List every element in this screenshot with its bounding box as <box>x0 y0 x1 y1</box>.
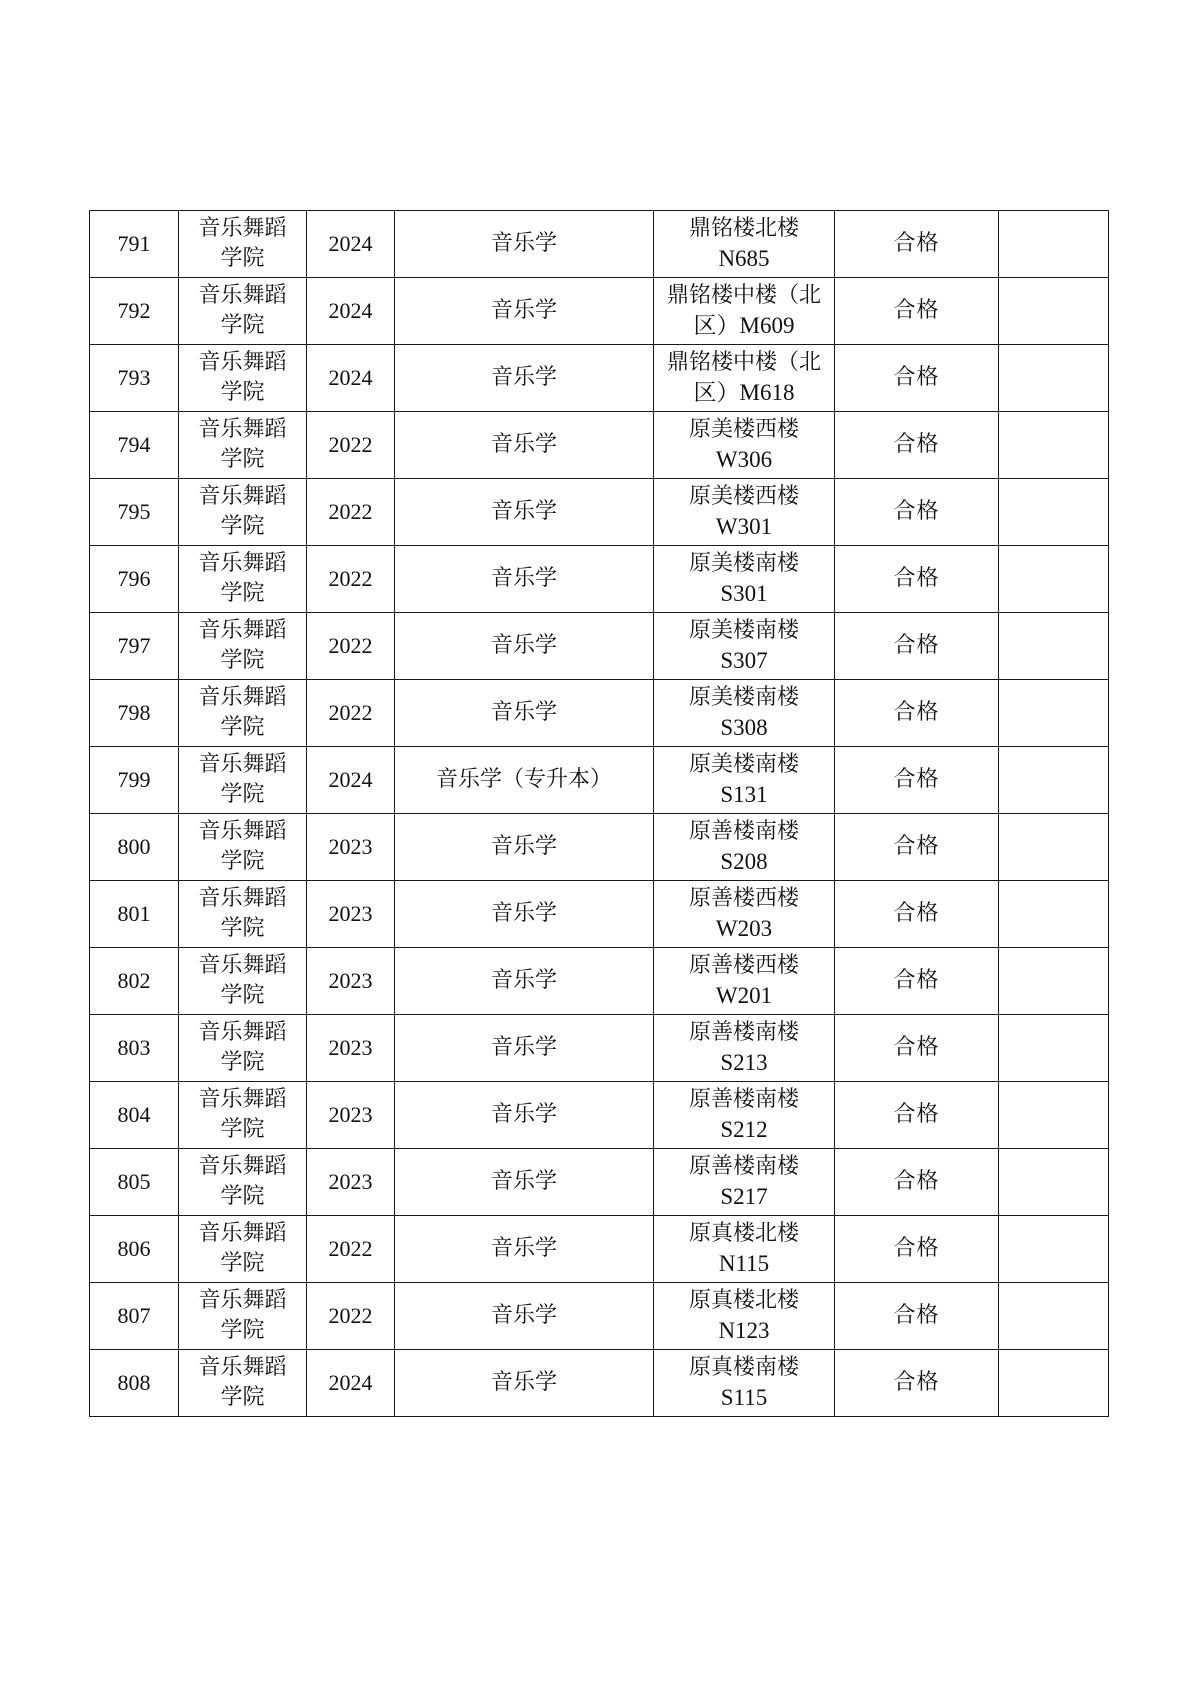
result-cell <box>835 747 999 814</box>
major-value: 音乐学 <box>490 566 557 591</box>
result-value: 合格 <box>893 1236 940 1261</box>
location-line-2: W201 <box>715 983 773 1008</box>
year-cell <box>307 680 395 747</box>
year-cell <box>307 613 395 680</box>
year-value: 2024 <box>328 365 373 390</box>
table-body <box>90 211 1109 1417</box>
result-value: 合格 <box>893 700 940 725</box>
row-number-cell <box>90 1350 179 1417</box>
major-cell <box>395 412 654 479</box>
college-line-1: 音乐舞蹈 <box>198 1087 287 1112</box>
college-cell <box>179 1082 307 1149</box>
note-cell <box>999 948 1109 1015</box>
major-cell <box>395 814 654 881</box>
row-number: 802 <box>117 968 151 993</box>
location-cell <box>654 814 835 881</box>
major-cell <box>395 747 654 814</box>
college-line-1: 音乐舞蹈 <box>198 752 287 777</box>
major-cell <box>395 1283 654 1350</box>
table-row <box>90 1216 1109 1283</box>
result-cell <box>835 680 999 747</box>
year-value: 2023 <box>328 1035 373 1060</box>
row-number: 792 <box>117 298 151 323</box>
major-cell <box>395 680 654 747</box>
result-cell <box>835 412 999 479</box>
location-line-2: N123 <box>718 1318 770 1343</box>
result-value: 合格 <box>893 231 940 256</box>
result-cell <box>835 479 999 546</box>
location-line-1: 原真楼北楼 <box>688 1221 799 1246</box>
location-line-2: N115 <box>718 1251 770 1276</box>
result-value: 合格 <box>893 633 940 658</box>
year-cell <box>307 546 395 613</box>
table-row <box>90 211 1109 278</box>
location-line-2: W203 <box>715 916 773 941</box>
college-line-1: 音乐舞蹈 <box>198 484 287 509</box>
major-cell <box>395 479 654 546</box>
row-number: 796 <box>117 566 151 591</box>
note-cell <box>999 881 1109 948</box>
location-line-1: 原善楼南楼 <box>688 819 799 844</box>
location-cell <box>654 1216 835 1283</box>
note-cell <box>999 345 1109 412</box>
year-cell <box>307 1283 395 1350</box>
year-value: 2022 <box>328 566 373 591</box>
result-value: 合格 <box>893 767 940 792</box>
result-value: 合格 <box>893 566 940 591</box>
result-value: 合格 <box>893 1370 940 1395</box>
college-line-2: 学院 <box>220 581 265 606</box>
college-line-2: 学院 <box>220 1318 265 1343</box>
location-cell <box>654 881 835 948</box>
college-cell <box>179 412 307 479</box>
major-value: 音乐学 <box>490 1303 557 1328</box>
location-line-2: S308 <box>720 715 768 740</box>
location-line-2: S213 <box>720 1050 768 1075</box>
location-line-1: 原真楼南楼 <box>688 1355 799 1380</box>
row-number-cell <box>90 546 179 613</box>
result-value: 合格 <box>893 901 940 926</box>
result-cell <box>835 1015 999 1082</box>
year-cell <box>307 1082 395 1149</box>
college-cell <box>179 1149 307 1216</box>
result-cell <box>835 278 999 345</box>
table-row <box>90 278 1109 345</box>
location-line-1: 原美楼南楼 <box>688 752 799 777</box>
note-cell <box>999 814 1109 881</box>
result-cell <box>835 345 999 412</box>
major-cell <box>395 1082 654 1149</box>
note-cell <box>999 412 1109 479</box>
college-line-2: 学院 <box>220 1251 265 1276</box>
table-row <box>90 680 1109 747</box>
major-value: 音乐学 <box>490 834 557 859</box>
location-cell <box>654 1082 835 1149</box>
row-number: 808 <box>117 1370 151 1395</box>
major-value: 音乐学 <box>490 298 557 323</box>
result-value: 合格 <box>893 499 940 524</box>
year-value: 2022 <box>328 432 373 457</box>
college-line-1: 音乐舞蹈 <box>198 618 287 643</box>
note-cell <box>999 1015 1109 1082</box>
year-value: 2022 <box>328 499 373 524</box>
result-value: 合格 <box>893 968 940 993</box>
location-line-1: 原真楼北楼 <box>688 1288 799 1313</box>
college-line-1: 音乐舞蹈 <box>198 551 287 576</box>
major-value: 音乐学 <box>490 700 557 725</box>
college-line-1: 音乐舞蹈 <box>198 350 287 375</box>
row-number: 793 <box>117 365 151 390</box>
table-row <box>90 546 1109 613</box>
result-value: 合格 <box>893 834 940 859</box>
major-cell <box>395 1216 654 1283</box>
year-value: 2022 <box>328 633 373 658</box>
table-row <box>90 613 1109 680</box>
location-line-2: W301 <box>715 514 773 539</box>
college-line-1: 音乐舞蹈 <box>198 1154 287 1179</box>
year-cell <box>307 1015 395 1082</box>
year-cell <box>307 479 395 546</box>
table-row <box>90 948 1109 1015</box>
college-line-2: 学院 <box>220 380 265 405</box>
year-cell <box>307 1216 395 1283</box>
result-value: 合格 <box>893 1102 940 1127</box>
year-cell <box>307 1149 395 1216</box>
result-value: 合格 <box>893 432 940 457</box>
table-row <box>90 747 1109 814</box>
year-value: 2024 <box>328 298 373 323</box>
row-number-cell <box>90 747 179 814</box>
year-value: 2023 <box>328 901 373 926</box>
row-number-cell <box>90 412 179 479</box>
result-cell <box>835 881 999 948</box>
row-number-cell <box>90 948 179 1015</box>
location-line-1: 鼎铭楼中楼（北 <box>666 350 821 375</box>
college-line-2: 学院 <box>220 983 265 1008</box>
note-cell <box>999 546 1109 613</box>
year-value: 2023 <box>328 968 373 993</box>
year-value: 2024 <box>328 231 373 256</box>
row-number: 800 <box>117 834 151 859</box>
location-cell <box>654 278 835 345</box>
college-cell <box>179 479 307 546</box>
year-value: 2022 <box>328 1236 373 1261</box>
location-line-2: S131 <box>720 782 768 807</box>
major-value: 音乐学 <box>490 365 557 390</box>
year-cell <box>307 1350 395 1417</box>
result-cell <box>835 948 999 1015</box>
year-cell <box>307 211 395 278</box>
year-cell <box>307 345 395 412</box>
location-line-1: 原善楼南楼 <box>688 1020 799 1045</box>
note-cell <box>999 1283 1109 1350</box>
table-row <box>90 1149 1109 1216</box>
result-value: 合格 <box>893 365 940 390</box>
year-value: 2022 <box>328 1303 373 1328</box>
college-line-2: 学院 <box>220 1050 265 1075</box>
major-cell <box>395 1149 654 1216</box>
row-number-cell <box>90 613 179 680</box>
row-number-cell <box>90 1149 179 1216</box>
table-row <box>90 479 1109 546</box>
table-row <box>90 345 1109 412</box>
college-line-1: 音乐舞蹈 <box>198 685 287 710</box>
college-cell <box>179 613 307 680</box>
location-line-1: 原美楼南楼 <box>688 551 799 576</box>
inspection-results-table <box>89 210 1109 1417</box>
college-line-1: 音乐舞蹈 <box>198 886 287 911</box>
note-cell <box>999 1082 1109 1149</box>
major-cell <box>395 1350 654 1417</box>
major-value: 音乐学 <box>490 1236 557 1261</box>
note-cell <box>999 278 1109 345</box>
result-cell <box>835 1149 999 1216</box>
college-line-1: 音乐舞蹈 <box>198 1221 287 1246</box>
major-cell <box>395 546 654 613</box>
college-cell <box>179 1283 307 1350</box>
college-line-2: 学院 <box>220 1385 265 1410</box>
location-cell <box>654 479 835 546</box>
college-cell <box>179 211 307 278</box>
major-value: 音乐学 <box>490 1169 557 1194</box>
table-row <box>90 814 1109 881</box>
location-cell <box>654 1283 835 1350</box>
table-row <box>90 1015 1109 1082</box>
note-cell <box>999 211 1109 278</box>
college-line-1: 音乐舞蹈 <box>198 216 287 241</box>
row-number: 806 <box>117 1236 151 1261</box>
row-number-cell <box>90 278 179 345</box>
college-line-1: 音乐舞蹈 <box>198 1355 287 1380</box>
result-cell <box>835 1216 999 1283</box>
location-cell <box>654 1350 835 1417</box>
major-value: 音乐学 <box>490 968 557 993</box>
location-line-2: S212 <box>720 1117 768 1142</box>
row-number: 798 <box>117 700 151 725</box>
note-cell <box>999 747 1109 814</box>
location-line-1: 原美楼南楼 <box>688 618 799 643</box>
row-number-cell <box>90 1015 179 1082</box>
college-cell <box>179 1350 307 1417</box>
college-line-2: 学院 <box>220 313 265 338</box>
location-line-2: S301 <box>720 581 768 606</box>
major-cell <box>395 881 654 948</box>
table-row <box>90 1350 1109 1417</box>
row-number-cell <box>90 680 179 747</box>
row-number-cell <box>90 881 179 948</box>
table-row <box>90 412 1109 479</box>
college-line-1: 音乐舞蹈 <box>198 1020 287 1045</box>
college-line-1: 音乐舞蹈 <box>198 953 287 978</box>
location-cell <box>654 412 835 479</box>
college-line-1: 音乐舞蹈 <box>198 417 287 442</box>
college-line-1: 音乐舞蹈 <box>198 1288 287 1313</box>
location-cell <box>654 613 835 680</box>
result-cell <box>835 613 999 680</box>
college-line-2: 学院 <box>220 849 265 874</box>
major-value: 音乐学 <box>490 1035 557 1060</box>
location-line-2: S307 <box>720 648 768 673</box>
row-number-cell <box>90 345 179 412</box>
major-value: 音乐学 <box>490 231 557 256</box>
major-value: 音乐学 <box>490 499 557 524</box>
location-line-2: S208 <box>720 849 768 874</box>
row-number: 794 <box>117 432 151 457</box>
college-cell <box>179 814 307 881</box>
major-value: 音乐学（专升本） <box>435 767 612 792</box>
location-cell <box>654 546 835 613</box>
major-value: 音乐学 <box>490 1370 557 1395</box>
row-number: 804 <box>117 1102 151 1127</box>
note-cell <box>999 1149 1109 1216</box>
location-cell <box>654 345 835 412</box>
location-cell <box>654 1149 835 1216</box>
row-number: 795 <box>117 499 151 524</box>
location-cell <box>654 948 835 1015</box>
major-value: 音乐学 <box>490 1102 557 1127</box>
location-line-1: 原善楼西楼 <box>688 886 799 911</box>
row-number: 803 <box>117 1035 151 1060</box>
college-cell <box>179 680 307 747</box>
location-cell <box>654 1015 835 1082</box>
location-line-1: 原美楼南楼 <box>688 685 799 710</box>
college-line-1: 音乐舞蹈 <box>198 283 287 308</box>
year-cell <box>307 278 395 345</box>
college-line-2: 学院 <box>220 447 265 472</box>
location-line-1: 鼎铭楼北楼 <box>688 216 799 241</box>
college-cell <box>179 345 307 412</box>
table-row <box>90 1283 1109 1350</box>
location-line-2: W306 <box>715 447 773 472</box>
year-cell <box>307 948 395 1015</box>
row-number-cell <box>90 814 179 881</box>
year-value: 2023 <box>328 1102 373 1127</box>
college-line-2: 学院 <box>220 246 265 271</box>
college-line-2: 学院 <box>220 715 265 740</box>
location-line-2: S217 <box>720 1184 768 1209</box>
note-cell <box>999 1350 1109 1417</box>
location-line-2: N685 <box>718 246 770 271</box>
college-cell <box>179 1216 307 1283</box>
result-cell <box>835 546 999 613</box>
major-cell <box>395 345 654 412</box>
row-number: 799 <box>117 767 151 792</box>
college-line-2: 学院 <box>220 1117 265 1142</box>
note-cell <box>999 613 1109 680</box>
college-cell <box>179 948 307 1015</box>
major-cell <box>395 278 654 345</box>
location-line-2: S115 <box>720 1385 768 1410</box>
location-cell <box>654 747 835 814</box>
major-cell <box>395 211 654 278</box>
location-line-2: 区）M609 <box>693 313 795 338</box>
table-row <box>90 1082 1109 1149</box>
result-cell <box>835 1082 999 1149</box>
result-cell <box>835 814 999 881</box>
college-line-2: 学院 <box>220 1184 265 1209</box>
college-cell <box>179 747 307 814</box>
result-value: 合格 <box>893 1169 940 1194</box>
college-line-1: 音乐舞蹈 <box>198 819 287 844</box>
row-number: 797 <box>117 633 151 658</box>
year-cell <box>307 814 395 881</box>
note-cell <box>999 479 1109 546</box>
major-value: 音乐学 <box>490 901 557 926</box>
row-number-cell <box>90 1082 179 1149</box>
row-number: 807 <box>117 1303 151 1328</box>
row-number-cell <box>90 479 179 546</box>
major-cell <box>395 948 654 1015</box>
table-row <box>90 881 1109 948</box>
location-line-2: 区）M618 <box>693 380 795 405</box>
location-line-1: 鼎铭楼中楼（北 <box>666 283 821 308</box>
location-line-1: 原善楼西楼 <box>688 953 799 978</box>
major-cell <box>395 613 654 680</box>
year-cell <box>307 412 395 479</box>
major-value: 音乐学 <box>490 633 557 658</box>
year-value: 2024 <box>328 1370 373 1395</box>
row-number: 791 <box>117 231 151 256</box>
row-number: 805 <box>117 1169 151 1194</box>
year-cell <box>307 747 395 814</box>
result-value: 合格 <box>893 1303 940 1328</box>
row-number-cell <box>90 1216 179 1283</box>
location-line-1: 原美楼西楼 <box>688 484 799 509</box>
college-line-2: 学院 <box>220 916 265 941</box>
location-cell <box>654 680 835 747</box>
year-value: 2023 <box>328 1169 373 1194</box>
college-line-2: 学院 <box>220 514 265 539</box>
location-line-1: 原善楼南楼 <box>688 1087 799 1112</box>
result-cell <box>835 211 999 278</box>
result-value: 合格 <box>893 1035 940 1060</box>
note-cell <box>999 1216 1109 1283</box>
row-number-cell <box>90 211 179 278</box>
result-cell <box>835 1350 999 1417</box>
location-line-1: 原美楼西楼 <box>688 417 799 442</box>
college-line-2: 学院 <box>220 648 265 673</box>
year-value: 2022 <box>328 700 373 725</box>
row-number-cell <box>90 1283 179 1350</box>
result-cell <box>835 1283 999 1350</box>
college-cell <box>179 546 307 613</box>
year-value: 2023 <box>328 834 373 859</box>
college-cell <box>179 881 307 948</box>
year-cell <box>307 881 395 948</box>
result-value: 合格 <box>893 298 940 323</box>
college-cell <box>179 278 307 345</box>
location-cell <box>654 211 835 278</box>
location-line-1: 原善楼南楼 <box>688 1154 799 1179</box>
major-value: 音乐学 <box>490 432 557 457</box>
note-cell <box>999 680 1109 747</box>
college-line-2: 学院 <box>220 782 265 807</box>
year-value: 2024 <box>328 767 373 792</box>
college-cell <box>179 1015 307 1082</box>
major-cell <box>395 1015 654 1082</box>
row-number: 801 <box>117 901 151 926</box>
